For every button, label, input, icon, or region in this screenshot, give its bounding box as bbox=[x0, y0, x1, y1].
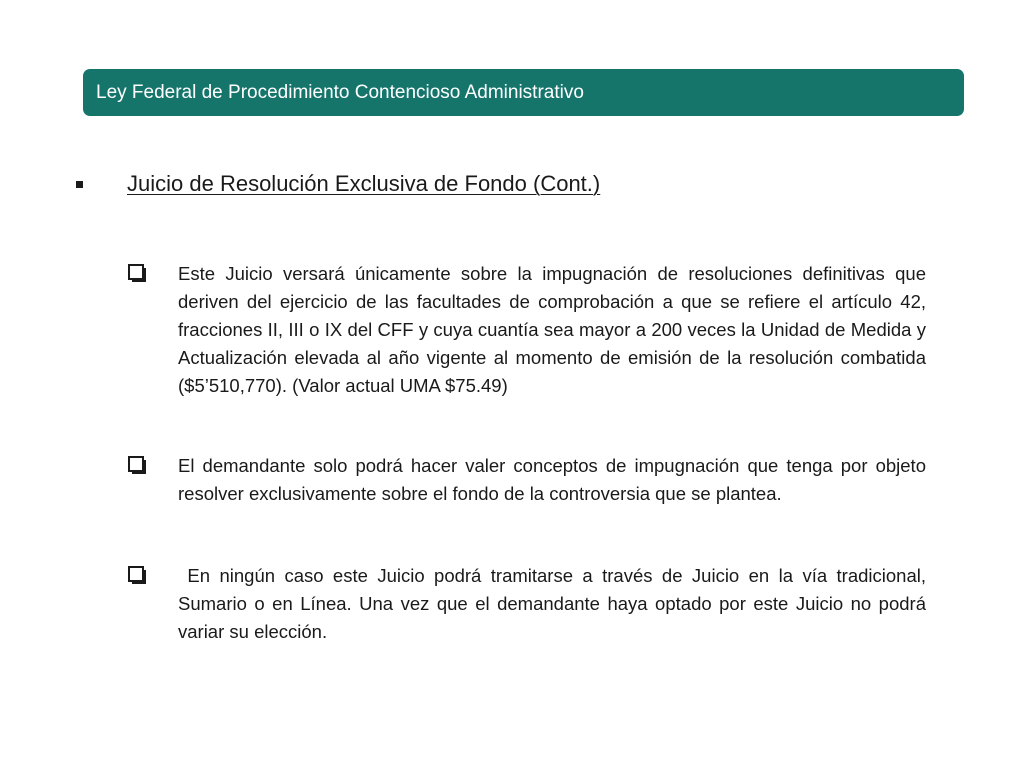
checkbox-bullet-icon bbox=[128, 566, 144, 582]
list-item-text: El demandante solo podrá hacer valer conceptos de impugnación que tenga por objeto resolver exclusivamente sobre el fondo de la controversia que se plantea. bbox=[178, 455, 926, 504]
title-banner bbox=[83, 69, 964, 116]
list-item bbox=[128, 562, 932, 646]
list-item bbox=[128, 260, 926, 400]
section-heading bbox=[76, 171, 956, 197]
checkbox-bullet-icon bbox=[128, 456, 144, 472]
list-item-text: En ningún caso este Juicio podrá tramitarse a través de Juicio en la vía tradicional, Sumario o en Línea. Una vez que el demandante haya optado por este Juicio no podrá variar su elección. bbox=[178, 565, 932, 642]
square-bullet-icon bbox=[76, 181, 83, 188]
list-item bbox=[128, 452, 926, 508]
checkbox-bullet-icon bbox=[128, 264, 144, 280]
list-item-text: Este Juicio versará únicamente sobre la impugnación de resoluciones definitivas que deriven del ejercicio de las facultades de comprobación a que se refiere el artículo 42, fracciones II, III o IX del CFF y cuya cuantía sea mayor a 200 veces la Unidad de Medida y Actualización elevada al año vigente al momento de emisión de la resolución combatida ($5’510,770). (Valor actual UMA $75.49) bbox=[178, 263, 926, 396]
section-title: Juicio de Resolución Exclusiva de Fondo (Cont.) bbox=[127, 171, 601, 196]
banner-title: Ley Federal de Procedimiento Contencioso Administrativo bbox=[96, 81, 584, 103]
